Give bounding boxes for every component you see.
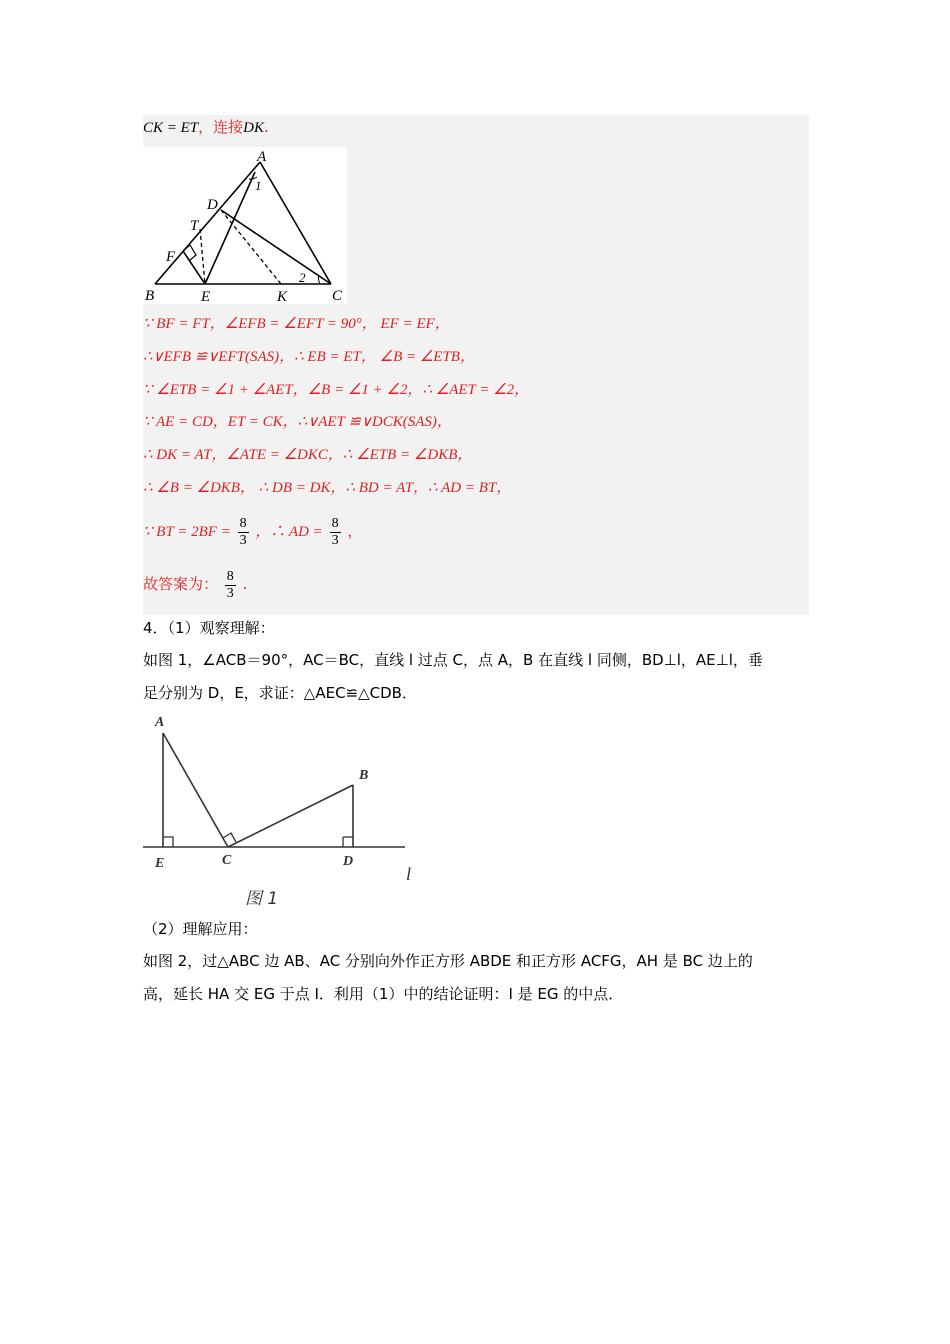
label-a: A xyxy=(257,149,267,165)
label-f: F xyxy=(166,249,176,265)
solution-line-4: ∵ AE = CD，ET = CK，∴∨AET ≌∨DCK(SAS)， xyxy=(143,414,452,430)
eq-ck-et: CK = ET xyxy=(143,120,199,136)
answer-fraction: $\frac{8}{3}$ xyxy=(226,568,234,601)
dashed-dk xyxy=(221,210,281,284)
connect-text: 连接 xyxy=(213,118,244,136)
solution-line-1: ∵ BF = FT，∠EFB = ∠EFT = 90°， EF = EF， xyxy=(143,316,450,332)
figure-caption: 图 1 xyxy=(245,889,279,909)
question-p1: 如图 1，∠ACB＝90°，AC＝BC，直线 l 过点 C，点 A，B 在直线 l 同侧，BD⊥l，AE⊥l，垂 xyxy=(143,651,763,669)
fig1-label-a: A xyxy=(155,715,165,730)
segment-cb xyxy=(228,785,353,847)
fig1-label-b: B xyxy=(359,768,369,783)
fraction-8-3: $\frac{8}{3}$ xyxy=(239,515,247,548)
label-1: 1 xyxy=(255,178,262,193)
fig1-label-d: D xyxy=(343,854,354,869)
solution-line-2: ∴∨EFB ≌∨EFT(SAS)，∴ EB = ET， ∠B = ∠ETB， xyxy=(143,349,475,365)
answer-line: 故答案为： $\frac{8}{3}$ . xyxy=(143,568,248,601)
solution-line-6: ∴ ∠B = ∠DKB， ∴ DB = DK，∴ BD = AT，∴ AD = BT， xyxy=(143,480,512,496)
label-c: C xyxy=(332,288,343,304)
solution-line-3: ∵ ∠ETB = ∠1 + ∠AET，∠B = ∠1 + ∠2，∴ ∠AET = ∠2， xyxy=(143,382,530,398)
solution-line-5: ∴ DK = AT，∠ATE = ∠DKC，∴ ∠ETB = ∠DKB， xyxy=(143,447,473,463)
dashed-te xyxy=(200,229,205,284)
label-2: 2 xyxy=(299,270,306,285)
figure-1-diagram xyxy=(143,705,433,915)
side-ab xyxy=(155,162,260,284)
side-ac xyxy=(260,162,331,284)
triangle-figure xyxy=(143,147,347,304)
question-p2: 足分别为 D，E，求证：△AEC≌△CDB． xyxy=(143,684,417,702)
fig1-label-c: C xyxy=(222,853,232,868)
question-p3: 如图 2，过△ABC 边 AB、AC 分别向外作正方形 ABDE 和正方形 ACFG，AH 是 BC 边上的 xyxy=(143,952,753,970)
fig1-label-l: l xyxy=(406,864,412,884)
solution-line-7: ∵ BT = 2BF = $\frac{8}{3}$ ，∴ AD = $\frac{8}{3}$ ， xyxy=(143,515,363,548)
label-d: D xyxy=(207,197,218,213)
answer-label: 故答案为： xyxy=(143,575,219,593)
segment-ac xyxy=(163,733,228,847)
label-t: T xyxy=(190,218,199,234)
fig1-label-e: E xyxy=(155,856,165,871)
label-b: B xyxy=(145,288,155,304)
fraction-8-3: $\frac{8}{3}$ xyxy=(331,515,339,548)
question-title: 4．（1）观察理解： xyxy=(143,619,275,637)
question-p4: 高，延长 HA 交 EG 于点 I．利用（1）中的结论证明：I 是 EG 的中点． xyxy=(143,985,624,1003)
label-k: K xyxy=(277,289,288,304)
solution-line-0: CK = ET，连接DK. xyxy=(143,118,269,136)
segment-dc xyxy=(221,210,331,284)
question-part2-title: （2）理解应用： xyxy=(143,920,258,938)
label-e: E xyxy=(201,289,211,304)
